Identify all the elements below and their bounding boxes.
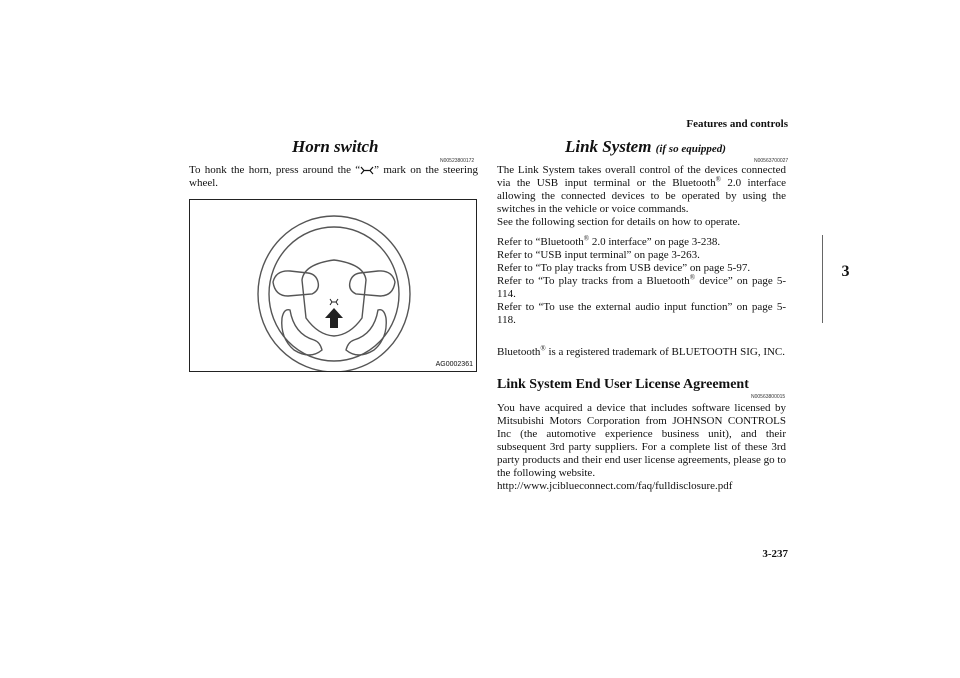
horn-switch-title: Horn switch	[292, 137, 379, 156]
link-references	[497, 236, 786, 327]
horn-reference-code: N00523800172	[440, 158, 475, 164]
reference-usb-terminal: Refer to “USB input terminal” on page 3-263.	[497, 249, 700, 261]
running-header: Features and controls	[686, 118, 788, 130]
steering-wheel-figure	[189, 199, 477, 372]
page-number: 3-237	[762, 548, 788, 560]
reference-bluetooth-interface: Refer to “Bluetooth® 2.0 interface” on page 3-238.	[497, 234, 721, 248]
steering-wheel-illustration	[190, 200, 476, 371]
eula-paragraph: You have acquired a device that includes software licensed by Mitsubishi Motors Corporation from JOHNSON CONTROLS Inc (the automotive experience business unit), and their subsequent 3rd party suppliers. For a complete list of these 3rd party products and their end user license agreements, please go to the following website. http://www.jciblueconnect.com/faq/fulldisclosure.pdf	[497, 402, 786, 492]
link-system-title: Link System (if so equipped)	[565, 137, 726, 156]
reference-usb-tracks: Refer to “To play tracks from USB device” on page 5-97.	[497, 262, 751, 274]
horn-instructions: To honk the horn, press around the “ ” mark on the steering wheel.	[189, 164, 478, 189]
horn-icon	[360, 166, 374, 175]
eula-url: http://www.jciblueconnect.com/faq/fulldisclosure.pdf	[497, 480, 733, 492]
eula-reference-code: N00563800015	[751, 394, 786, 400]
reference-bluetooth-tracks: Refer to “To play tracks from a Bluetooth® device” on page 5-114.	[497, 273, 786, 300]
figure-label: AG0002361	[435, 361, 473, 368]
eula-title: Link System End User License Agreement	[497, 377, 749, 392]
chapter-tab	[822, 235, 868, 323]
bluetooth-trademark-note: Bluetooth® is a registered trademark of BLUETOOTH SIG, INC.	[497, 344, 786, 358]
reference-external-audio: Refer to “To use the external audio input function” on page 5-118.	[497, 301, 786, 326]
link-intro-paragraph: The Link System takes overall control of the devices connected via the USB input terminal or the Bluetooth® 2.0 interface allowing the connected devices to be operated by using the switches in the vehicle or voice commands. See the following section for details on how to operate.	[497, 164, 787, 228]
chapter-number: 3	[841, 263, 850, 280]
link-reference-code: N00563700027	[754, 158, 789, 164]
link-system-title-suffix: (if so equipped)	[655, 143, 726, 155]
